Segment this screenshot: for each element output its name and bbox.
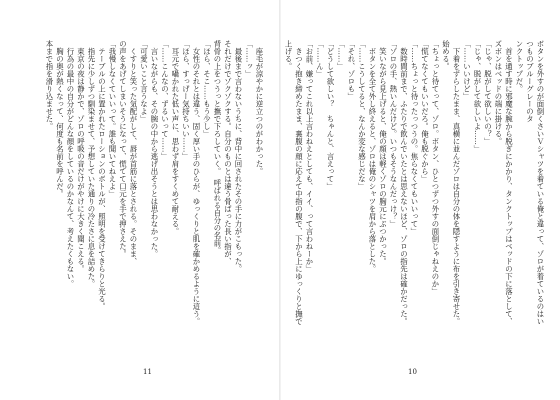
text-line: ボタンを外すのが面倒くさいＶシャツを着ている俺と違って、ゾロが着ているのはいつものブルーグレーのタ [525, 40, 545, 325]
text-line: 本まで指を滑り込ませた。 [45, 40, 54, 130]
page-left [0, 0, 279, 400]
body-text-left [26, 40, 264, 325]
page-right [281, 0, 560, 400]
text-line: ンクトップだ。 [515, 40, 524, 93]
text-line: 東京の夜は静かで、ゾロの呼吸の音だけがやけに大きく聞こえる。 [76, 40, 86, 273]
text-line: 「可愛いこと言うなよ」 [139, 40, 149, 123]
body-text-right [284, 40, 545, 325]
text-line: 「……こんなの、ずるいって……」 [160, 40, 170, 160]
text-line: 「どうして欲しい？ ちゃんと、言えって」 [326, 40, 335, 190]
text-line: 「それ、ゾロも」 [347, 40, 356, 100]
text-line: 「ほら、すっげー気持ちいい……」 [181, 40, 191, 160]
text-line: 「慌てなくてもいいだろ。俺も脱ぐから」 [420, 40, 430, 183]
text-line: 「……ん」 [315, 40, 325, 78]
text-line: きつく抱き締めたまま、裏腹の顔に応えて中指の腹で、下から上にゆっくりと撫で上げる。 [284, 40, 304, 325]
text-line: 「ゾロの手、熱いんだけど。いつもそうなんだっけ？」 [389, 40, 398, 228]
text-line: 「……」 [336, 40, 346, 70]
text-line: 背骨の上をつうっと撫で下ろしていく。 呼ばれる自分の名前。 [213, 40, 222, 254]
text-line: 「お前、嫌ってこれ以上言わねえとしても、イイ、って言わねーか」 [305, 40, 314, 273]
text-line: 女性のそれとは違う、固く厚い手のひらが、ゆっくりと肌を確かめるように這う。 [192, 40, 201, 325]
text-line: 「……いいけど」 [462, 40, 472, 100]
text-line: くすりと笑った気配がして、唇が首筋に落とされる。そのまま、 [129, 40, 138, 265]
text-line: 下着をずらしたまま、真横に並んだゾロは自分の体を隠すように布を引き寄せた。 [452, 40, 461, 325]
text-line: 笑いながら見上げると、俺の顔は軽くゾロの胸元にぶつかった。 [378, 40, 388, 265]
text-line: 胸の奥が熱くなって、何度も名前を呼んだ。 [55, 40, 65, 198]
text-line: 最後まで言わないうちに、背中に回されたその手に力がこもった。 [234, 40, 243, 273]
text-line: 指先に少しずつ馴染ませて、予想していた通りの冷たさに息を詰めた。 [87, 40, 96, 288]
text-line: 「ちょっと待てって、ゾロ。ボタン、ひとつずつ外すの面倒じゃねえのか」 [431, 40, 440, 295]
text-line: 「じゃ、脱がして欲しいの？」 [483, 40, 493, 145]
text-line: 首を通す時に邪魔な腕から脱ぎにかかり、タンクトップはベッドの下に落として、ズボンはベッドの端に掛ける。 [494, 40, 514, 325]
page-number-right: 10 [408, 368, 417, 376]
text-line: 「我慢しなくていいって。誰も聞いてねえよ」 [108, 40, 117, 198]
text-line: 耳元で囁かれた低い声に、思わず肩をすくめて耐える。 [171, 40, 180, 235]
text-line: 始める。 [441, 40, 451, 70]
text-line: 「ほら、そこ……もう少し」 [202, 40, 212, 138]
text-line: テーブルの上に置かれたローションのボトルが、照明を受けてきらりと光る。 [97, 40, 107, 310]
text-line: の声をあげてしまいそうになって、慌てて口元を手で押さえた。 [118, 40, 128, 258]
page-number-left: 11 [143, 368, 152, 376]
text-line: 座毛が涼やかに逆立つのがわかった。 [255, 40, 264, 175]
text-line: 「……こうしてると、なんか変な感じだな」 [357, 40, 367, 190]
text-line: 「じゃ、脱がして欲しいよ……」 [473, 40, 482, 153]
text-line: 言いながらも、その腕の中から逃げ出そうとは思わなかった。 [150, 40, 159, 258]
text-line: それだけでゾクゾクする。自分のものとは違う骨ばった長い指が、 [223, 40, 233, 265]
text-line: 行為の最中の自分がどんな顔をしているのかなんて、考えたくもない。 [66, 40, 75, 288]
text-line: ボタンを全て外し終えると、ゾロは俺のシャツを肩から落とした。 [368, 40, 377, 273]
text-line: 数時間前まで、ふたりで飲んでいたとは思えないほど、ゾロの指先は確かだった。 [399, 40, 409, 325]
text-line: 「……ちょっと待ったっつうの。焦らなくてもいいって」 [410, 40, 419, 235]
text-line: 「……ッ」 [244, 40, 254, 78]
